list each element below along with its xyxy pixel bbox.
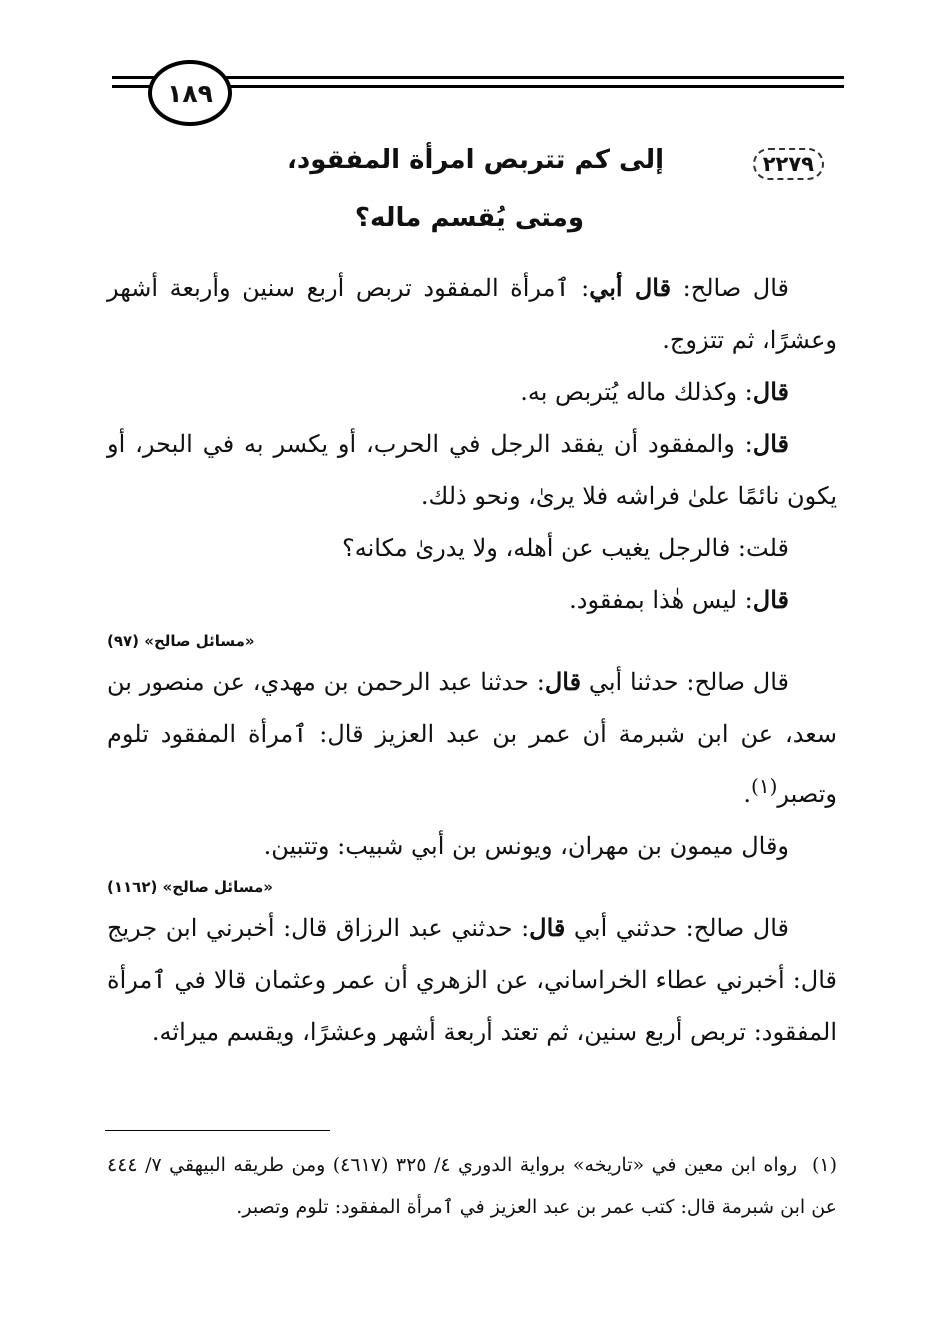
text-run: : حدثنا عبد الرحمن بن مهدي، عن منصور بن سعد، عن ابن شبرمة أن عمر بن عبد العزيز قال: ٱمرأة المفقود تلوم وتصبر xyxy=(107,668,837,808)
speaker-label: قال xyxy=(529,913,566,942)
speaker-label: قال xyxy=(544,667,582,696)
page-number: ١٨٩ xyxy=(148,60,232,126)
text-run: : وكذلك ماله يُتربص به. xyxy=(520,378,753,406)
text-run: قال صالح: xyxy=(671,274,790,302)
footnote-marker: (١) xyxy=(811,1154,837,1176)
paragraph xyxy=(107,418,837,522)
header-rule-right-double xyxy=(210,85,844,88)
source-citation: «مسائل صالح» (٩٧) xyxy=(107,632,255,650)
footnote-text: رواه ابن معين في «تاريخه» برواية الدوري ٤/ ٣٢٥ (٤٦١٧) ومن طريقه البيهقي ٧/ ٤٤٤ عن ابن شبرمة قال: كتب عمر بن عبد العزيز في ٱمرأة المفقود: تلوم وتصبر. xyxy=(107,1154,837,1218)
paragraph xyxy=(107,902,837,1058)
text-run: : والمفقود أن يفقد الرجل في الحرب، أو يكسر به في البحر، أو يكون نائمًا علىٰ فراشه فلا يرىٰ، ونحو ذلك. xyxy=(107,430,837,510)
speaker-label: قال xyxy=(752,377,789,406)
entry-number-badge: ٢٢٧٩ xyxy=(753,148,824,180)
paragraph xyxy=(107,574,837,626)
text-run: : ليس هٰذا بمفقود. xyxy=(569,586,753,614)
text-run: : حدثني عبد الرزاق قال: أخبرني ابن جريج قال: أخبرني عطاء الخراساني، عن الزهري أن عمر وعثمان قالا في ٱمرأة المفقود: تربص أربع سنين، ثم تعتد أربعة أشهر وعشرًا، ويقسم ميراثه. xyxy=(107,914,838,1046)
source-citation: «مسائل صالح» (١١٦٢) xyxy=(107,878,273,896)
header-rule-right xyxy=(210,76,844,79)
footnote xyxy=(107,1144,837,1228)
chapter-heading-line2: ومتى يُقسم ماله؟ xyxy=(354,203,584,233)
main-text xyxy=(107,262,837,1058)
speaker-label: قال xyxy=(752,429,789,458)
speaker-label: قال أبي xyxy=(589,273,672,302)
paragraph: قلت: فالرجل يغيب عن أهله، ولا يدرىٰ مكانه؟ xyxy=(342,534,789,562)
footnote-reference[interactable]: (١) xyxy=(751,774,778,798)
footnote-separator xyxy=(105,1130,330,1131)
paragraph xyxy=(107,656,837,820)
paragraph xyxy=(107,366,837,418)
paragraph xyxy=(107,262,837,366)
paragraph: وقال ميمون بن مهران، ويونس بن أبي شبيب: وتتبين. xyxy=(263,832,789,860)
speaker-label: قال xyxy=(752,585,789,614)
text-run: قال صالح: حدثنا أبي xyxy=(581,668,789,696)
page-header xyxy=(0,58,944,138)
text-run: : ٱمرأة المفقود تربص أربع سنين وأربعة أشهر وعشرًا، ثم تتزوج. xyxy=(107,274,837,354)
text-run: . xyxy=(743,780,752,808)
text-run: قال صالح: حدثني أبي xyxy=(565,914,789,942)
chapter-heading-line1: إلى كم تتربص امرأة المفقود، xyxy=(287,145,664,175)
